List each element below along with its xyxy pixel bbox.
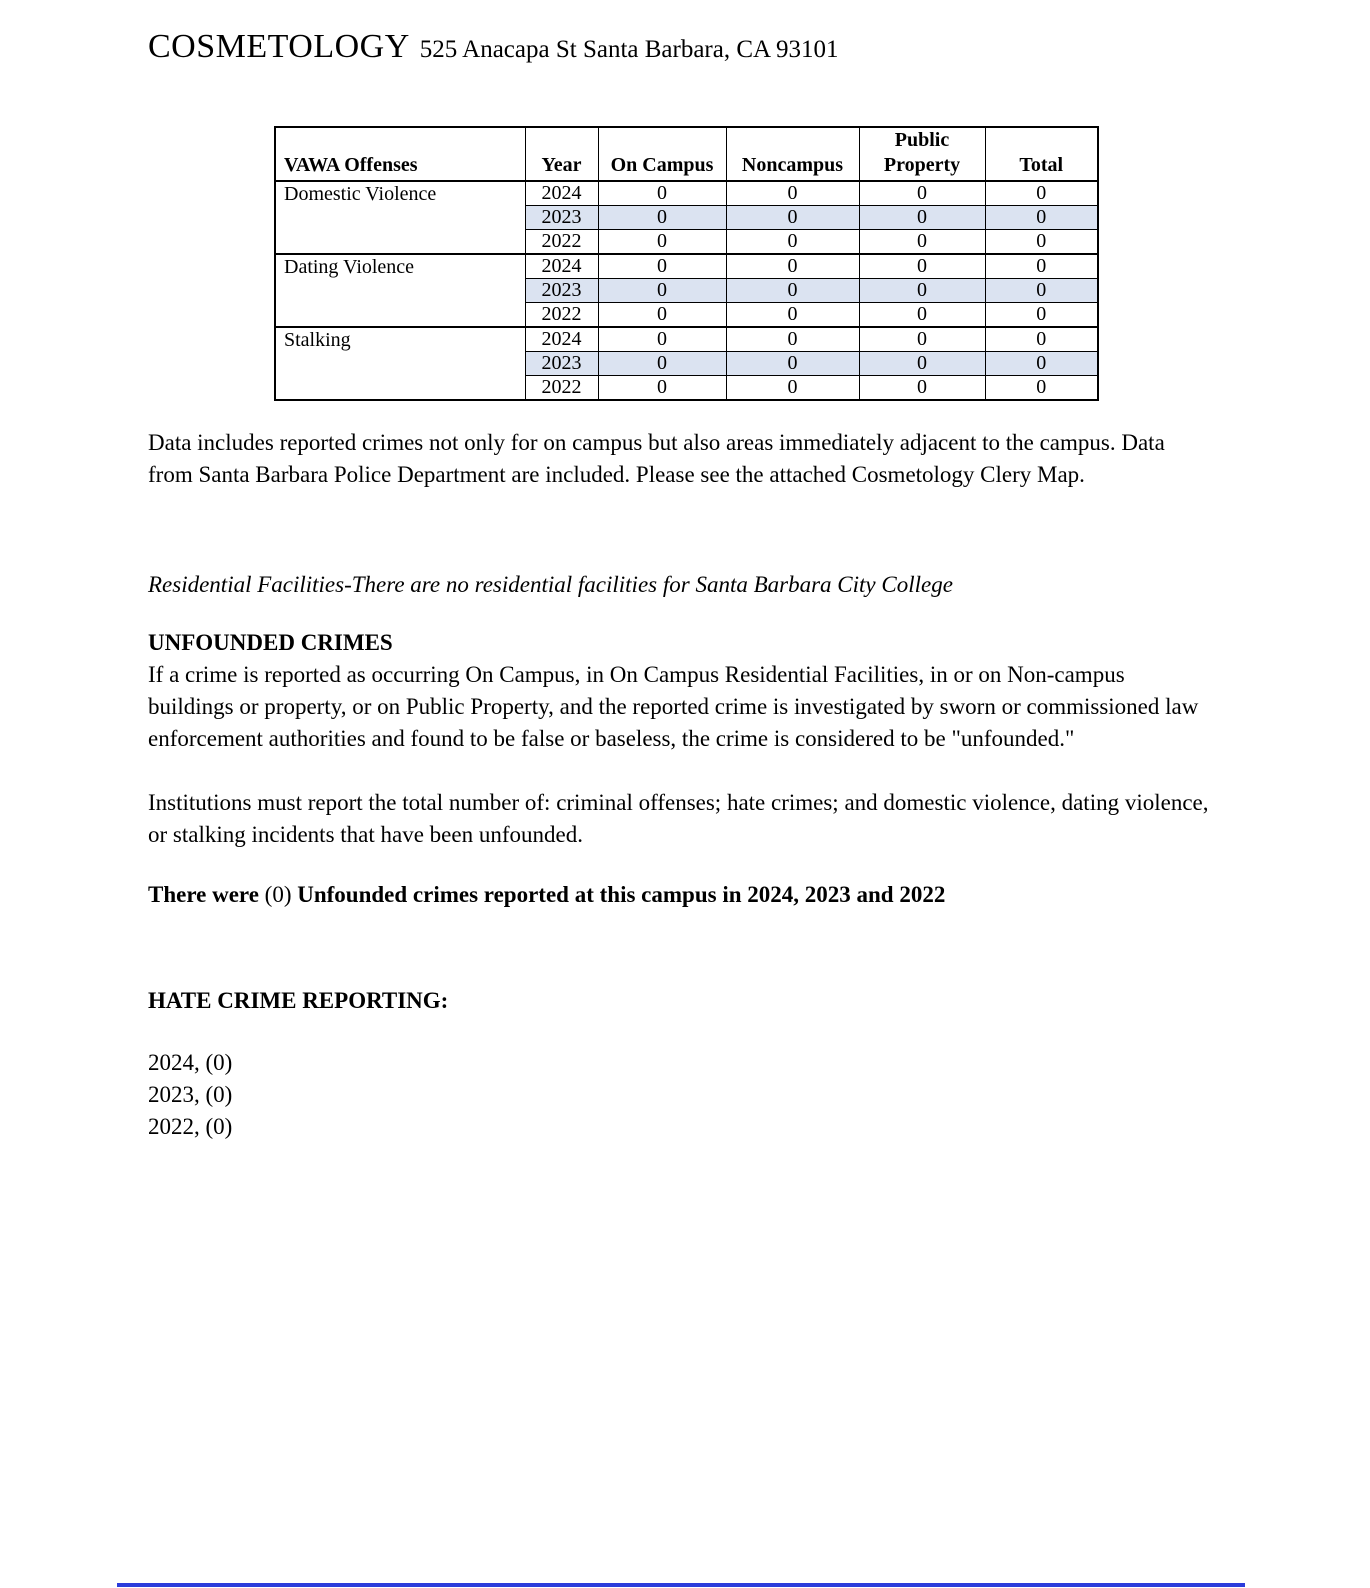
header-noncampus: Noncampus xyxy=(726,127,859,181)
table-row xyxy=(275,181,1098,206)
header-public-property: Public Property xyxy=(859,127,985,181)
cell-public-property: 0 xyxy=(859,376,985,401)
data-note-paragraph: Data includes reported crimes not only for on campus but also areas immediately adjacent to the campus. Data from Santa Barbara Police Department are included. Please see the attached Cosmetology Clery Map. xyxy=(148,430,1165,487)
cell-total: 0 xyxy=(985,181,1098,206)
table-row xyxy=(275,327,1098,352)
cell-on-campus: 0 xyxy=(598,230,726,255)
cell-total: 0 xyxy=(985,206,1098,230)
cell-noncampus: 0 xyxy=(726,303,859,328)
vawa-offenses-table xyxy=(274,126,1099,401)
cell-noncampus: 0 xyxy=(726,206,859,230)
cell-public-property: 0 xyxy=(859,303,985,328)
unfounded-crimes-section xyxy=(148,627,1210,755)
hate-crime-year-2024: 2024, (0) xyxy=(148,1050,233,1075)
unfounded-crimes-heading: UNFOUNDED CRIMES xyxy=(148,630,393,655)
cell-noncampus: 0 xyxy=(726,327,859,352)
cell-on-campus: 0 xyxy=(598,181,726,206)
cell-on-campus: 0 xyxy=(598,206,726,230)
cell-on-campus: 0 xyxy=(598,376,726,401)
cell-total: 0 xyxy=(985,230,1098,255)
cell-public-property: 0 xyxy=(859,206,985,230)
page-title xyxy=(148,26,1220,74)
header-year: Year xyxy=(525,127,598,181)
offense-domestic-violence: Domestic Violence xyxy=(275,181,525,254)
campus-address: 525 Anacapa St Santa Barbara, CA 93101 xyxy=(419,36,839,63)
hate-crime-year-2023: 2023, (0) xyxy=(148,1082,233,1107)
offense-dating-violence: Dating Violence xyxy=(275,254,525,327)
header-vawa-offenses: VAWA Offenses xyxy=(275,127,525,181)
header-on-campus: On Campus xyxy=(598,127,726,181)
cell-noncampus: 0 xyxy=(726,181,859,206)
cell-public-property: 0 xyxy=(859,279,985,303)
cell-year: 2022 xyxy=(525,230,598,255)
table-row xyxy=(275,254,1098,279)
cell-total: 0 xyxy=(985,327,1098,352)
cell-year: 2022 xyxy=(525,376,598,401)
cell-on-campus: 0 xyxy=(598,352,726,376)
cell-public-property: 0 xyxy=(859,230,985,255)
cell-total: 0 xyxy=(985,254,1098,279)
residential-facilities-note: Residential Facilities-There are no residential facilities for Santa Barbara City College xyxy=(148,572,953,597)
cell-year: 2023 xyxy=(525,352,598,376)
statement-prefix: There were xyxy=(148,882,265,907)
cell-noncampus: 0 xyxy=(726,254,859,279)
cell-noncampus: 0 xyxy=(726,376,859,401)
cell-public-property: 0 xyxy=(859,181,985,206)
campus-name: COSMETOLOGY xyxy=(148,28,410,65)
hate-crime-heading: HATE CRIME REPORTING: xyxy=(148,988,449,1013)
offense-stalking: Stalking xyxy=(275,327,525,400)
unfounded-crimes-body: If a crime is reported as occurring On Campus, in On Campus Residential Facilities, in or on Non-campus buildings or property, or on Public Property, and the reported crime is investigated by sworn or commissioned law enforcement authorities and found to be false or baseless, the crime is considered to be "unfounded." xyxy=(148,662,1199,751)
institutions-paragraph: Institutions must report the total number of: criminal offenses; hate crimes; and domestic violence, dating violence, or stalking incidents that have been unfounded. xyxy=(148,790,1209,847)
cell-total: 0 xyxy=(985,303,1098,328)
cell-total: 0 xyxy=(985,279,1098,303)
cell-total: 0 xyxy=(985,352,1098,376)
cell-on-campus: 0 xyxy=(598,327,726,352)
cell-year: 2024 xyxy=(525,181,598,206)
statement-suffix: Unfounded crimes reported at this campus in 2024, 2023 and 2022 xyxy=(291,882,946,907)
page-break-divider xyxy=(117,1583,1245,1587)
unfounded-statement xyxy=(148,879,1248,911)
cell-noncampus: 0 xyxy=(726,352,859,376)
cell-year: 2024 xyxy=(525,327,598,352)
cell-public-property: 0 xyxy=(859,327,985,352)
cell-on-campus: 0 xyxy=(598,303,726,328)
header-total: Total xyxy=(985,127,1098,181)
cell-year: 2023 xyxy=(525,279,598,303)
cell-public-property: 0 xyxy=(859,352,985,376)
table-header-row xyxy=(275,127,1098,181)
hate-crime-year-list xyxy=(148,1047,1210,1143)
cell-year: 2024 xyxy=(525,254,598,279)
cell-year: 2022 xyxy=(525,303,598,328)
statement-zero-count: (0) xyxy=(264,882,292,907)
cell-public-property: 0 xyxy=(859,254,985,279)
cell-on-campus: 0 xyxy=(598,279,726,303)
cell-on-campus: 0 xyxy=(598,254,726,279)
cell-noncampus: 0 xyxy=(726,279,859,303)
hate-crime-year-2022: 2022, (0) xyxy=(148,1114,233,1139)
cell-total: 0 xyxy=(985,376,1098,401)
cell-noncampus: 0 xyxy=(726,230,859,255)
cell-year: 2023 xyxy=(525,206,598,230)
